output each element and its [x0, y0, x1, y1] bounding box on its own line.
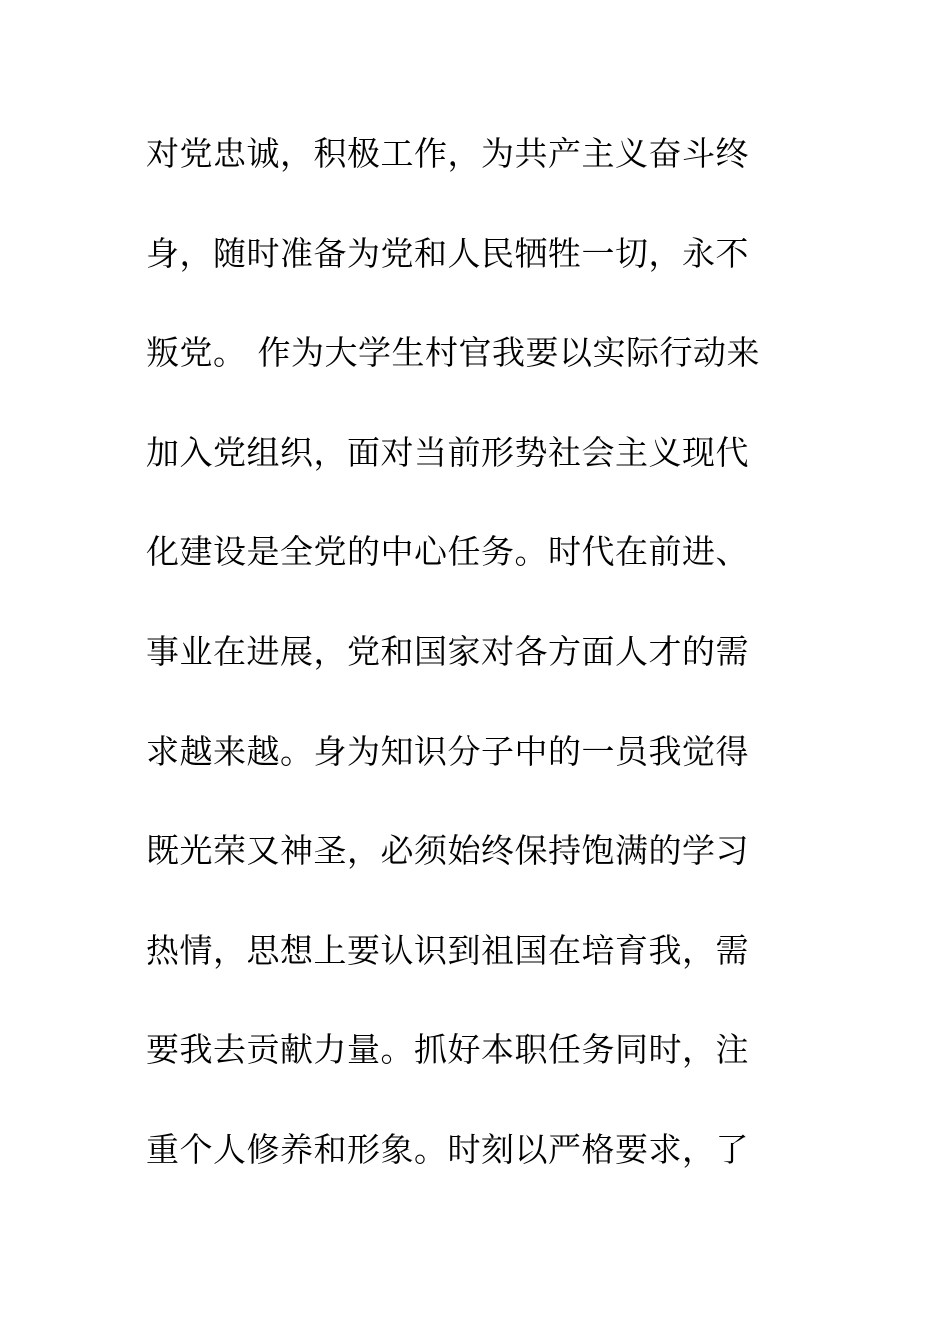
text-line: 身，随时准备为党和人民牺牲一切，永不 [146, 233, 749, 273]
text-line: 化建设是全党的中心任务。时代在前进、 [146, 532, 749, 572]
text-line: 既光荣又神圣，必须始终保持饱满的学习 [146, 831, 749, 871]
text-line: 求越来越。身为知识分子中的一员我觉得 [146, 731, 749, 771]
text-line: 热情，思想上要认识到祖国在培育我，需 [146, 930, 749, 970]
text-line: 要我去贡献力量。抓好本职任务同时，注 [146, 1030, 749, 1070]
text-line: 对党忠诚，积极工作，为共产主义奋斗终 [146, 134, 749, 173]
text-line: 叛党。 作为大学生村官我要以实际行动来 [146, 333, 760, 373]
body-text [146, 125, 826, 1221]
text-line: 事业在进展，党和国家对各方面人才的需 [146, 631, 749, 671]
text-line: 重个人修养和形象。时刻以严格要求，了 [146, 1129, 749, 1169]
text-line: 加入党组织，面对当前形势社会主义现代 [146, 432, 749, 472]
